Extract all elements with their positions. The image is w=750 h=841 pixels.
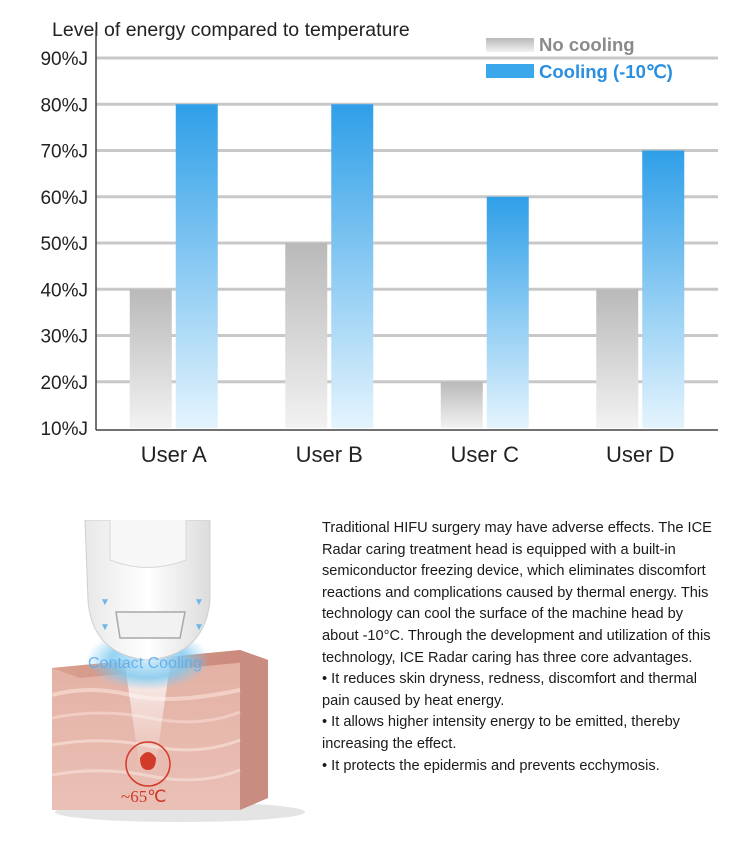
x-axis-labels xyxy=(141,442,675,467)
y-tick-label: 90%J xyxy=(40,49,88,70)
svg-text:▼: ▼ xyxy=(194,597,204,608)
y-tick-label: 50%J xyxy=(40,234,88,255)
bar-no-cooling xyxy=(130,289,172,428)
bar-no-cooling xyxy=(596,289,638,428)
bar-cooling xyxy=(642,151,684,429)
description-bullet-3: • It protects the epidermis and prevents ecchymosis. xyxy=(322,757,660,774)
legend-label-no-cooling: No cooling xyxy=(539,34,635,55)
y-tick-label: 10%J xyxy=(40,419,88,440)
bar-no-cooling xyxy=(441,382,483,428)
temperature-label: ~65℃ xyxy=(121,787,167,806)
y-tick-label: 60%J xyxy=(40,187,88,209)
cooling-head-icon xyxy=(85,520,210,660)
bar-cooling xyxy=(487,197,529,428)
svg-text:▼: ▼ xyxy=(100,597,110,608)
x-tick-label: User B xyxy=(295,442,363,467)
description-intro: Traditional HIFU surgery may have adverse effects. The ICE Radar caring treatment head is equipped with a built-in semiconductor freezing device, which eliminates discomfort reactions and complications caused by thermal energy. This technology can cool the surface of the machine head by about -10°C. Through the development and utilization of this technology, ICE Radar caring has three core advantages. xyxy=(322,520,712,666)
bars xyxy=(130,104,685,428)
y-tick-label: 20%J xyxy=(40,372,88,394)
legend-swatch-cooling xyxy=(486,64,534,78)
bar-cooling xyxy=(331,104,373,428)
description-bullet-2: • It allows higher intensity energy to be emitted, thereby increasing the effect. xyxy=(322,714,680,752)
y-axis-ticks xyxy=(40,49,88,440)
y-tick-label: 40%J xyxy=(40,280,88,302)
legend-label-cooling: Cooling (-10℃) xyxy=(539,61,673,82)
svg-text:▼: ▼ xyxy=(194,622,204,633)
x-tick-label: User D xyxy=(606,442,675,467)
bar-cooling xyxy=(176,104,218,428)
description-text xyxy=(322,518,712,777)
y-tick-label: 70%J xyxy=(40,141,88,163)
description-bullet-1: • It reduces skin dryness, redness, discomfort and thermal pain caused by heat energy. xyxy=(322,671,697,709)
svg-text:▼: ▼ xyxy=(100,622,110,633)
x-tick-label: User C xyxy=(450,442,519,467)
cooling-illustration xyxy=(30,520,320,825)
contact-cooling-label: Contact Cooling xyxy=(88,655,202,672)
y-tick-label: 30%J xyxy=(40,326,88,348)
y-tick-label: 80%J xyxy=(40,95,88,117)
legend-swatch-no-cooling xyxy=(486,38,534,52)
chart-title: Level of energy compared to temperature xyxy=(52,19,410,41)
x-tick-label: User A xyxy=(140,442,207,467)
bar-no-cooling xyxy=(285,243,327,428)
